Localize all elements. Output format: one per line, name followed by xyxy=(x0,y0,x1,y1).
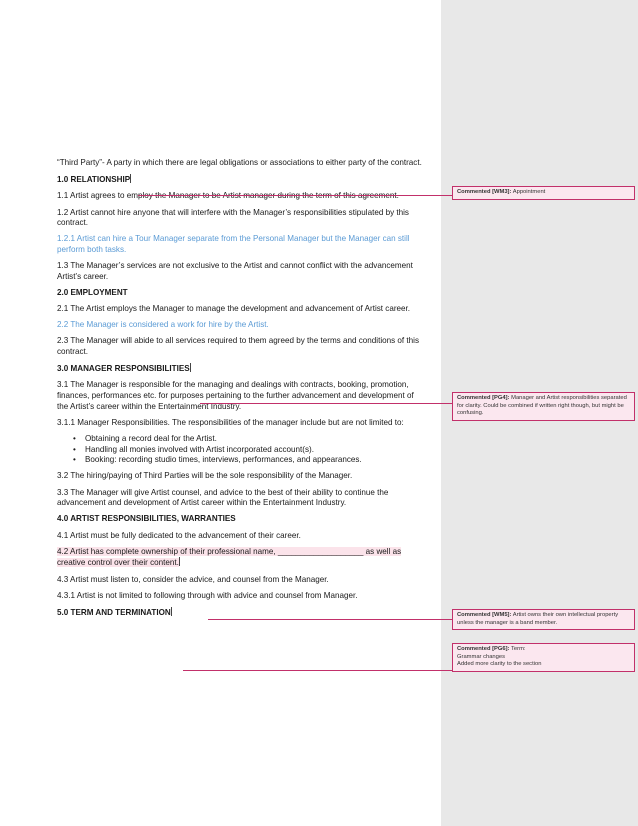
comment-wm5[interactable] xyxy=(452,609,635,630)
paragraph-3-3: 3.3 The Manager will give Artist counsel, and advice to the best of their ability to continue the advancement and development of Artist career within the Entertainment Industry. xyxy=(57,487,389,508)
comment-connector-line xyxy=(138,195,452,196)
heading-relationship-text: 1.0 RELATIONSHIP xyxy=(57,175,131,185)
paragraph-2-2: 2.2 The Manager is considered a work for hire by the Artist. xyxy=(57,320,269,330)
comment-text: Manager and Artist responsibilities separated for clarity. Could be combined if written right though, but might be confusing. xyxy=(457,395,627,417)
paragraph-1-3: 1.3 The Manager’s services are not exclusive to the Artist and cannot conflict with the advancement Artist’s career. xyxy=(57,261,413,281)
comment-connector-line xyxy=(200,403,452,404)
heading-employment: 2.0 EMPLOYMENT xyxy=(57,287,128,297)
comment-anchor xyxy=(179,557,180,566)
comment-anchor xyxy=(171,607,172,616)
document-body[interactable] xyxy=(57,158,422,624)
comment-label: Commented [PG4]: xyxy=(457,395,510,401)
paragraph-3-1: 3.1 The Manager is responsible for the managing and dealings with contracts, booking, promotion, finances, performances etc. for purposes pertaining to the further advancement and development of the Artist’s career within the Entertainment Industry. xyxy=(57,380,414,411)
heading-term-termination-text: 5.0 TERM AND TERMINATION xyxy=(57,607,171,617)
paragraph-1-2-1: 1.2.1 Artist can hire a Tour Manager separate from the Personal Manager but the Manager can still perform both tasks. xyxy=(57,234,410,254)
comment-label: Commented [PG6]: xyxy=(457,646,510,652)
list-item: • Handling all monies involved with Artist incorporated account(s). xyxy=(85,445,422,456)
heading-relationship xyxy=(57,174,422,186)
paragraph-4-3: 4.3 Artist must listen to, consider the advice, and counsel from the Manager. xyxy=(57,574,329,584)
highlighted-comment-text: 4.2 Artist has complete ownership of their professional name, ___________________ as well as creative control over their content. xyxy=(57,546,402,568)
comment-text: Appointment xyxy=(512,189,546,195)
paragraph-2-3: 2.3 The Manager will abide to all services required to them agreed by the terms and conditions of this contract. xyxy=(57,336,420,357)
paragraph-1-1: 1.1 Artist agrees to employ the Manager to be Artist manager during the term of this agreement. xyxy=(57,191,399,201)
comment-anchor xyxy=(130,174,131,183)
comment-wm3[interactable] xyxy=(452,186,635,200)
comment-pg4[interactable] xyxy=(452,392,635,421)
comment-text: Grammar changes xyxy=(457,653,506,660)
comment-connector-line xyxy=(183,670,452,671)
heading-manager-responsibilities xyxy=(57,363,422,375)
comment-anchor xyxy=(190,363,191,372)
comment-text: Artist owns their own intellectual property unless the manager is a band member. xyxy=(457,612,619,626)
list-item: • Booking: recording studio times, interviews, performances, and appearances. xyxy=(85,455,422,466)
heading-term-termination xyxy=(57,607,422,619)
paragraph-2-1: 2.1 The Artist employs the Manager to manage the development and advancement of Artist career. xyxy=(57,304,411,314)
comment-label: Commented [WM3]: xyxy=(457,189,512,195)
comment-connector-line xyxy=(208,619,452,620)
comment-label: Commented [WM5]: xyxy=(457,612,512,618)
paragraph-3-1-1: 3.1.1 Manager Responsibilities. The responsibilities of the manager include but are not limited to: xyxy=(57,417,404,427)
heading-artist-responsibilities: 4.0 ARTIST RESPONSIBILITIES, WARRANTIES xyxy=(57,514,236,524)
paragraph-3-2: 3.2 The hiring/paying of Third Parties will be the sole responsibility of the Manager. xyxy=(57,471,353,481)
comment-pg6[interactable] xyxy=(452,643,635,672)
paragraph-4-1: 4.1 Artist must be fully dedicated to the advancement of their career. xyxy=(57,530,301,540)
paragraph-4-2 xyxy=(57,547,422,569)
responsibilities-list xyxy=(57,434,422,466)
paragraph-1-2: 1.2 Artist cannot hire anyone that will interfere with the Manager’s responsibilities stipulated by this contract. xyxy=(57,207,409,228)
paragraph-4-3-1: 4.3.1 Artist is not limited to following through with advice and counsel from Manager. xyxy=(57,590,358,600)
comment-text: Added more clarity to the section xyxy=(457,661,542,668)
paragraph-third-party: “Third Party”- A party in which there are legal obligations or associations to either party of the contract. xyxy=(57,158,422,167)
heading-manager-responsibilities-text: 3.0 MANAGER RESPONSIBILITIES xyxy=(57,364,190,374)
comment-text: Term: xyxy=(511,646,526,652)
list-item: • Obtaining a record deal for the Artist. xyxy=(85,434,422,445)
